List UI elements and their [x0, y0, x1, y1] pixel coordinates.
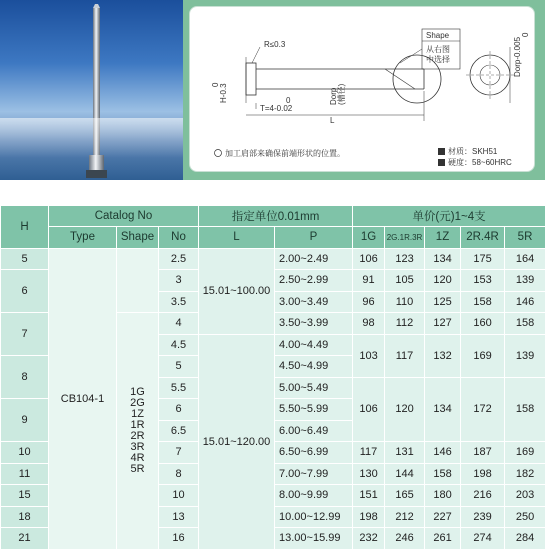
note-text: 加工肩部来确保前端形状的位置。: [225, 148, 345, 158]
p-cell: 10.00~12.99: [275, 506, 353, 528]
price-cell: 175: [461, 248, 505, 270]
header-unit: 指定单位0.01mm: [199, 206, 353, 227]
h-cell: 9: [1, 399, 49, 442]
price-cell: 158: [461, 291, 505, 313]
h-cell: 7: [1, 313, 49, 356]
p-cell: 3.00~3.49: [275, 291, 353, 313]
header-no: No: [159, 227, 199, 249]
shape-item: 1R: [117, 420, 158, 431]
p-cell: 4.00~4.49: [275, 334, 353, 356]
h-label: H-0.3: [219, 83, 228, 103]
no-cell: 4.5: [159, 334, 199, 356]
header-1g: 1G: [353, 227, 385, 249]
price-cell: 284: [505, 528, 545, 550]
shape-item: 3R: [117, 442, 158, 453]
shape-item: 4R: [117, 453, 158, 464]
price-cell: 160: [461, 313, 505, 335]
price-cell: 227: [425, 506, 461, 528]
hardness-text: 硬度：58~60HRC: [448, 157, 512, 167]
price-cell: 139: [505, 334, 545, 377]
price-cell: 212: [385, 506, 425, 528]
price-cell: 158: [505, 377, 545, 442]
price-cell: 250: [505, 506, 545, 528]
table-row: [1, 248, 545, 270]
header-type: Type: [49, 227, 117, 249]
p-cell: 4.50~4.99: [275, 356, 353, 378]
header-2g1r3r: 2G.1R.3R: [385, 227, 425, 249]
price-cell: 165: [385, 485, 425, 507]
price-cell: 110: [385, 291, 425, 313]
no-cell: 10: [159, 485, 199, 507]
price-cell: 144: [385, 463, 425, 485]
shape-item: 2G: [117, 398, 158, 409]
technical-drawing-panel: [183, 0, 545, 180]
no-cell: 8: [159, 463, 199, 485]
shape-item: 5R: [117, 464, 158, 475]
price-cell: 103: [353, 334, 385, 377]
price-cell: 91: [353, 270, 385, 292]
no-cell: 2.5: [159, 248, 199, 270]
t-zero-label: 0: [286, 96, 291, 105]
price-cell: 96: [353, 291, 385, 313]
price-cell: 239: [461, 506, 505, 528]
price-cell: 146: [425, 442, 461, 464]
shape-item: 1Z: [117, 409, 158, 420]
price-cell: 117: [353, 442, 385, 464]
header-5r: 5R: [505, 227, 545, 249]
price-cell: 203: [505, 485, 545, 507]
price-cell: 105: [385, 270, 425, 292]
price-cell: 134: [425, 377, 461, 442]
h-cell: 10: [1, 442, 49, 464]
drawing-card: [189, 6, 535, 172]
r-label: R≤0.3: [264, 40, 286, 49]
h-cell: 6: [1, 270, 49, 313]
no-cell: 6: [159, 399, 199, 421]
p-cell: 5.00~5.49: [275, 377, 353, 399]
price-cell: 106: [353, 248, 385, 270]
no-cell: 6.5: [159, 420, 199, 442]
shape-note-1: 从右图: [426, 44, 450, 54]
shape-item: 1G: [117, 387, 158, 398]
shape-list-cell: [117, 313, 159, 550]
price-cell: 120: [385, 377, 425, 442]
p-cell: 13.00~15.99: [275, 528, 353, 550]
dorp-cn-label: (槽径): [336, 83, 346, 105]
shape-item: 2R: [117, 431, 158, 442]
dorp-label: Dorp: [329, 87, 338, 105]
price-cell: 106: [353, 377, 385, 442]
h-cell: 18: [1, 506, 49, 528]
price-cell: 127: [425, 313, 461, 335]
dorp-tol-zero: 0: [521, 32, 530, 37]
l-range-cell: 15.01~120.00: [199, 334, 275, 549]
h-cell: 5: [1, 248, 49, 270]
price-cell: 112: [385, 313, 425, 335]
header-shape: Shape: [117, 227, 159, 249]
shape-note-2: 中选择: [426, 54, 450, 64]
h-zero-label: 0: [211, 82, 220, 87]
price-cell: 153: [461, 270, 505, 292]
price-cell: 180: [425, 485, 461, 507]
no-cell: 3: [159, 270, 199, 292]
p-cell: 5.50~5.99: [275, 399, 353, 421]
dorp-tol-label: Dorp-0.005: [513, 36, 522, 77]
header-catalog: Catalog No: [49, 206, 199, 227]
l-range-cell: 15.01~100.00: [199, 248, 275, 334]
photo-cloud-band: [0, 118, 183, 158]
price-cell: 232: [353, 528, 385, 550]
price-cell: 146: [505, 291, 545, 313]
price-cell: 169: [505, 442, 545, 464]
price-cell: 98: [353, 313, 385, 335]
no-cell: 13: [159, 506, 199, 528]
price-cell: 182: [505, 463, 545, 485]
price-cell: 151: [353, 485, 385, 507]
shape-label: Shape: [426, 31, 450, 40]
h-cell: 21: [1, 528, 49, 550]
price-cell: 125: [425, 291, 461, 313]
header-1z: 1Z: [425, 227, 461, 249]
price-cell: 158: [505, 313, 545, 335]
price-cell: 274: [461, 528, 505, 550]
p-cell: 6.50~6.99: [275, 442, 353, 464]
p-cell: 2.00~2.49: [275, 248, 353, 270]
p-cell: 3.50~3.99: [275, 313, 353, 335]
price-cell: 117: [385, 334, 425, 377]
price-cell: 198: [353, 506, 385, 528]
type-cell: CB104-1: [49, 248, 117, 549]
price-cell: 172: [461, 377, 505, 442]
header-price: 单价(元)1~4支: [353, 206, 545, 227]
price-cell: 130: [353, 463, 385, 485]
price-cell: 132: [425, 334, 461, 377]
p-cell: 6.00~6.49: [275, 420, 353, 442]
spec-price-table: [0, 205, 545, 550]
t-label: T=4-0.02: [260, 104, 293, 113]
price-cell: 216: [461, 485, 505, 507]
header-p: P: [275, 227, 353, 249]
price-cell: 164: [505, 248, 545, 270]
header-l: L: [199, 227, 275, 249]
price-cell: 187: [461, 442, 505, 464]
h-cell: 8: [1, 356, 49, 399]
no-cell: 16: [159, 528, 199, 550]
price-cell: 169: [461, 334, 505, 377]
l-label: L: [330, 116, 335, 125]
p-cell: 2.50~2.99: [275, 270, 353, 292]
h-cell: 15: [1, 485, 49, 507]
no-cell: 5: [159, 356, 199, 378]
product-photo: [0, 0, 183, 180]
price-cell: 123: [385, 248, 425, 270]
p-cell: 7.00~7.99: [275, 463, 353, 485]
no-cell: 5.5: [159, 377, 199, 399]
header-h: H: [1, 206, 49, 249]
no-cell: 4: [159, 313, 199, 335]
price-cell: 261: [425, 528, 461, 550]
price-cell: 198: [461, 463, 505, 485]
price-cell: 134: [425, 248, 461, 270]
price-cell: 158: [425, 463, 461, 485]
no-cell: 7: [159, 442, 199, 464]
price-cell: 139: [505, 270, 545, 292]
pin-drawing: [190, 7, 534, 171]
header-2r4r: 2R.4R: [461, 227, 505, 249]
price-cell: 131: [385, 442, 425, 464]
no-cell: 3.5: [159, 291, 199, 313]
price-cell: 246: [385, 528, 425, 550]
p-cell: 8.00~9.99: [275, 485, 353, 507]
material-text: 材质：SKH51: [448, 146, 498, 156]
price-cell: 120: [425, 270, 461, 292]
h-cell: 11: [1, 463, 49, 485]
